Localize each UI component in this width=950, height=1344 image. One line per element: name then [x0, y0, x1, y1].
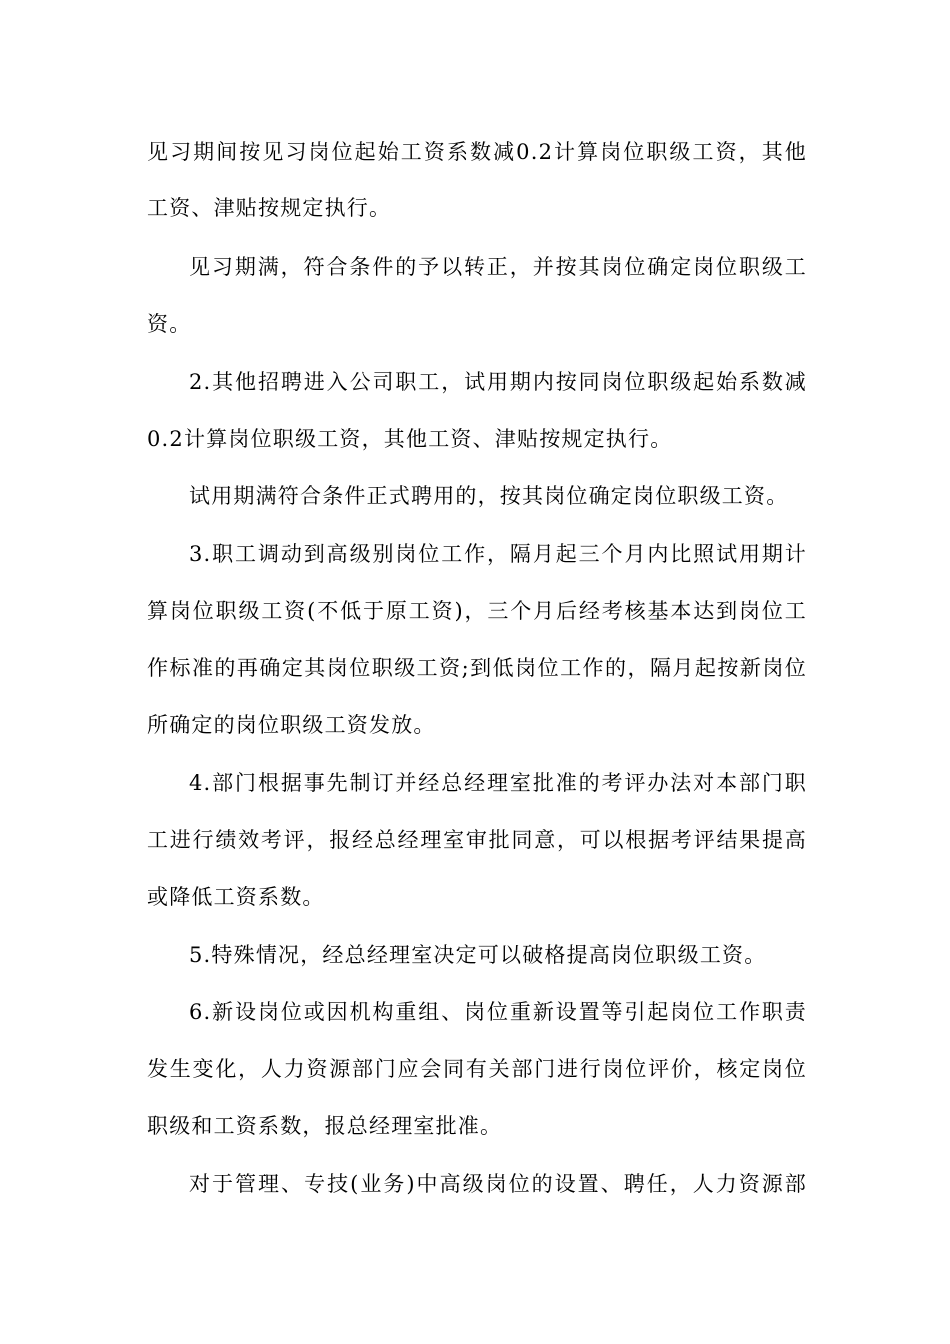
paragraph-first-line: 2.其他招聘进入公司职工，试用期内按同岗位职级起始系数减	[189, 370, 807, 394]
text-line: 作标准的再确定其岗位职级工资;到低岗位工作的，隔月起按新岗位	[147, 656, 807, 680]
text-line: 职级和工资系数，报总经理室批准。	[147, 1114, 503, 1138]
paragraph-first-line: 对于管理、专技(业务)中高级岗位的设置、聘任，人力资源部	[189, 1172, 807, 1196]
text-line: 资。	[147, 312, 192, 336]
text-line: 算岗位职级工资(不低于原工资)，三个月后经考核基本达到岗位工	[147, 599, 807, 623]
paragraph-first-line: 3.职工调动到高级别岗位工作，隔月起三个月内比照试用期计	[189, 542, 807, 566]
paragraph-first-line: 4.部门根据事先制订并经总经理室批准的考评办法对本部门职	[189, 771, 807, 795]
paragraph-first-line: 6.新设岗位或因机构重组、岗位重新设置等引起岗位工作职责	[189, 1000, 807, 1024]
text-line: 发生变化，人力资源部门应会同有关部门进行岗位评价，核定岗位	[147, 1057, 807, 1081]
text-line: 所确定的岗位职级工资发放。	[147, 713, 436, 737]
text-line: 或降低工资系数。	[147, 885, 325, 909]
paragraph-first-line: 5.特殊情况，经总经理室决定可以破格提高岗位职级工资。	[189, 943, 767, 967]
text-line: 0.2计算岗位职级工资，其他工资、津贴按规定执行。	[147, 427, 673, 451]
text-line: 工进行绩效考评，报经总经理室审批同意，可以根据考评结果提高	[147, 828, 807, 852]
paragraph-first-line: 试用期满符合条件正式聘用的，按其岗位确定岗位职级工资。	[189, 484, 789, 508]
paragraph-first-line: 见习期满，符合条件的予以转正，并按其岗位确定岗位职级工	[189, 255, 807, 279]
text-line: 见习期间按见习岗位起始工资系数减0.2计算岗位职级工资，其他	[147, 140, 807, 164]
text-line: 工资、津贴按规定执行。	[147, 196, 392, 220]
